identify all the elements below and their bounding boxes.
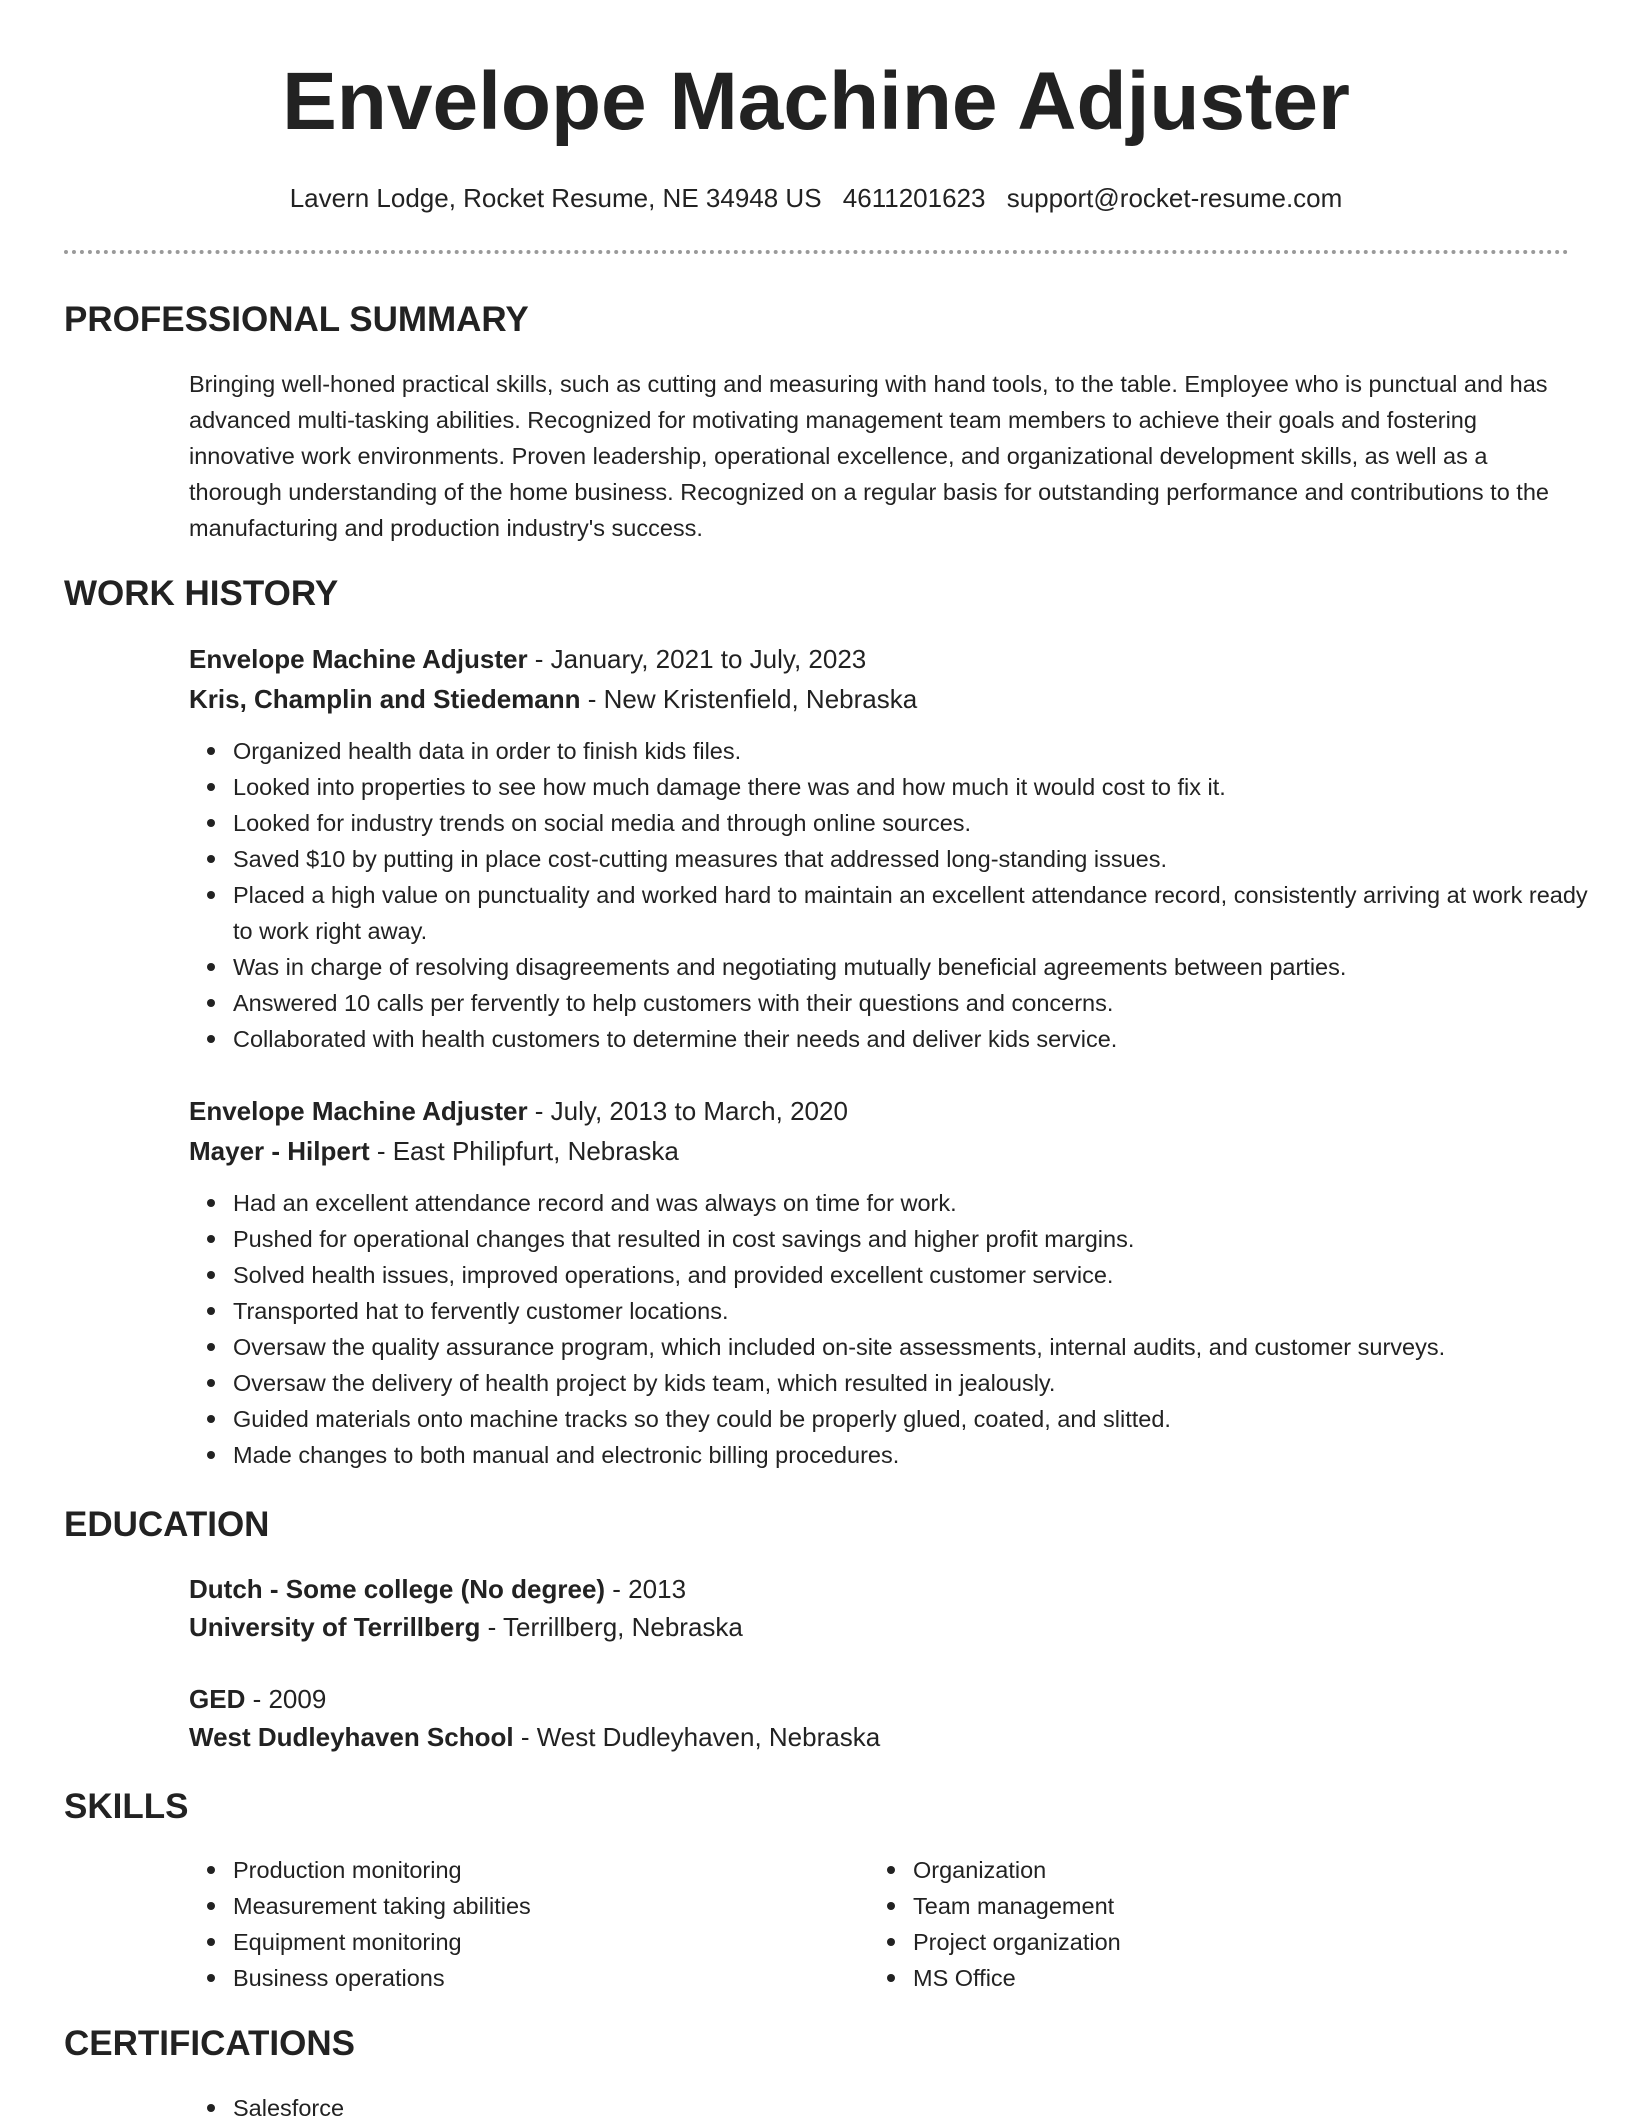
list-item: Saved $10 by putting in place cost-cutting measures that addressed long-standing issues. — [233, 841, 1613, 877]
job-2-company: Mayer - Hilpert — [189, 1136, 370, 1166]
contact-address: Lavern Lodge, Rocket Resume, NE 34948 US — [289, 183, 822, 213]
contact-email: support@rocket-resume.com — [1006, 183, 1343, 213]
job-2-bullets — [189, 1185, 1613, 1473]
education-1-year: - 2013 — [605, 1574, 687, 1604]
section-title-work-history: WORK HISTORY — [64, 574, 339, 613]
section-title-certifications: CERTIFICATIONS — [64, 2024, 356, 2063]
certifications-list — [189, 2090, 1613, 2126]
summary-text: Bringing well-honed practical skills, such as cutting and measuring with hand tools, to the table. Employee who is punctual and has advanced multi-tasking abilities. Recognized for motivating management team members to achieve their goals and fostering innovative work environments. Proven leadership, operational excellence, and organizational development skills, as well as a thorough understanding of the home business. Recognized on a regular basis for outstanding performance and contributions to the manufacturing and production industry's success. — [189, 371, 1549, 541]
job-2-role: Envelope Machine Adjuster — [189, 1096, 528, 1126]
job-1-title-line — [189, 641, 866, 677]
job-2-title-line — [189, 1093, 848, 1129]
job-2-company-line — [189, 1133, 679, 1169]
list-item: Measurement taking abilities — [233, 1888, 1613, 1924]
list-item: Collaborated with health customers to determine their needs and deliver kids service. — [233, 1021, 1613, 1057]
list-item: Project organization — [913, 1924, 1632, 1960]
list-item: Transported hat to fervently customer locations. — [233, 1293, 1613, 1329]
section-title-summary: PROFESSIONAL SUMMARY — [64, 300, 529, 339]
education-1-school: University of Terrillberg — [189, 1612, 481, 1642]
job-1-bullets — [189, 733, 1613, 1057]
education-2-school: West Dudleyhaven School — [189, 1722, 514, 1752]
job-2-location: - East Philipfurt, Nebraska — [369, 1136, 679, 1166]
education-2-year: - 2009 — [245, 1684, 327, 1714]
list-item: Business operations — [233, 1960, 1613, 1996]
contact-phone: 4611201623 — [842, 183, 986, 213]
list-item: Organization — [913, 1852, 1632, 1888]
skills-list-right — [869, 1852, 1632, 1996]
list-item: Equipment monitoring — [233, 1924, 1613, 1960]
list-item: Looked for industry trends on social media and through online sources. — [233, 805, 1613, 841]
list-item: Guided materials onto machine tracks so they could be properly glued, coated, and slitted. — [233, 1401, 1613, 1437]
job-1-role: Envelope Machine Adjuster — [189, 644, 528, 674]
list-item: MS Office — [913, 1960, 1632, 1996]
list-item: Placed a high value on punctuality and worked hard to maintain an excellent attendance record, consistently arriving at work ready to work right away. — [233, 877, 1613, 949]
list-item: Team management — [913, 1888, 1632, 1924]
education-1-school-line — [189, 1609, 743, 1645]
education-1-degree: Dutch - Some college (No degree) — [189, 1574, 606, 1604]
education-2-location: - West Dudleyhaven, Nebraska — [513, 1722, 881, 1752]
job-1-dates: - January, 2021 to July, 2023 — [527, 644, 867, 674]
list-item: Had an excellent attendance record and was always on time for work. — [233, 1185, 1613, 1221]
list-item: Organized health data in order to finish kids files. — [233, 733, 1613, 769]
list-item: Looked into properties to see how much damage there was and how much it would cost to fix it. — [233, 769, 1613, 805]
education-2-degree-line — [189, 1681, 326, 1717]
education-2-school-line — [189, 1719, 880, 1755]
list-item: Salesforce — [233, 2090, 1613, 2126]
list-item: Solved health issues, improved operations, and provided excellent customer service. — [233, 1257, 1613, 1293]
education-1-degree-line — [189, 1571, 686, 1607]
list-item: Made changes to both manual and electronic billing procedures. — [233, 1437, 1613, 1473]
education-1-location: - Terrillberg, Nebraska — [480, 1612, 743, 1642]
section-title-skills: SKILLS — [64, 1787, 189, 1826]
list-item: Was in charge of resolving disagreements and negotiating mutually beneficial agreements between parties. — [233, 949, 1613, 985]
list-item: Answered 10 calls per fervently to help customers with their questions and concerns. — [233, 985, 1613, 1021]
candidate-name: Envelope Machine Adjuster — [282, 56, 1350, 147]
job-1-location: - New Kristenfield, Nebraska — [580, 684, 918, 714]
contact-line — [0, 180, 1632, 216]
job-2-dates: - July, 2013 to March, 2020 — [527, 1096, 848, 1126]
header-divider — [64, 250, 1569, 254]
education-2-degree: GED — [189, 1684, 246, 1714]
job-1-company: Kris, Champlin and Stiedemann — [189, 684, 581, 714]
list-item: Pushed for operational changes that resulted in cost savings and higher profit margins. — [233, 1221, 1613, 1257]
job-1-company-line — [189, 681, 917, 717]
section-title-education: EDUCATION — [64, 1505, 270, 1544]
list-item: Production monitoring — [233, 1852, 1613, 1888]
list-item: Oversaw the delivery of health project by kids team, which resulted in jealously. — [233, 1365, 1613, 1401]
list-item: Oversaw the quality assurance program, which included on-site assessments, internal audits, and customer surveys. — [233, 1329, 1613, 1365]
